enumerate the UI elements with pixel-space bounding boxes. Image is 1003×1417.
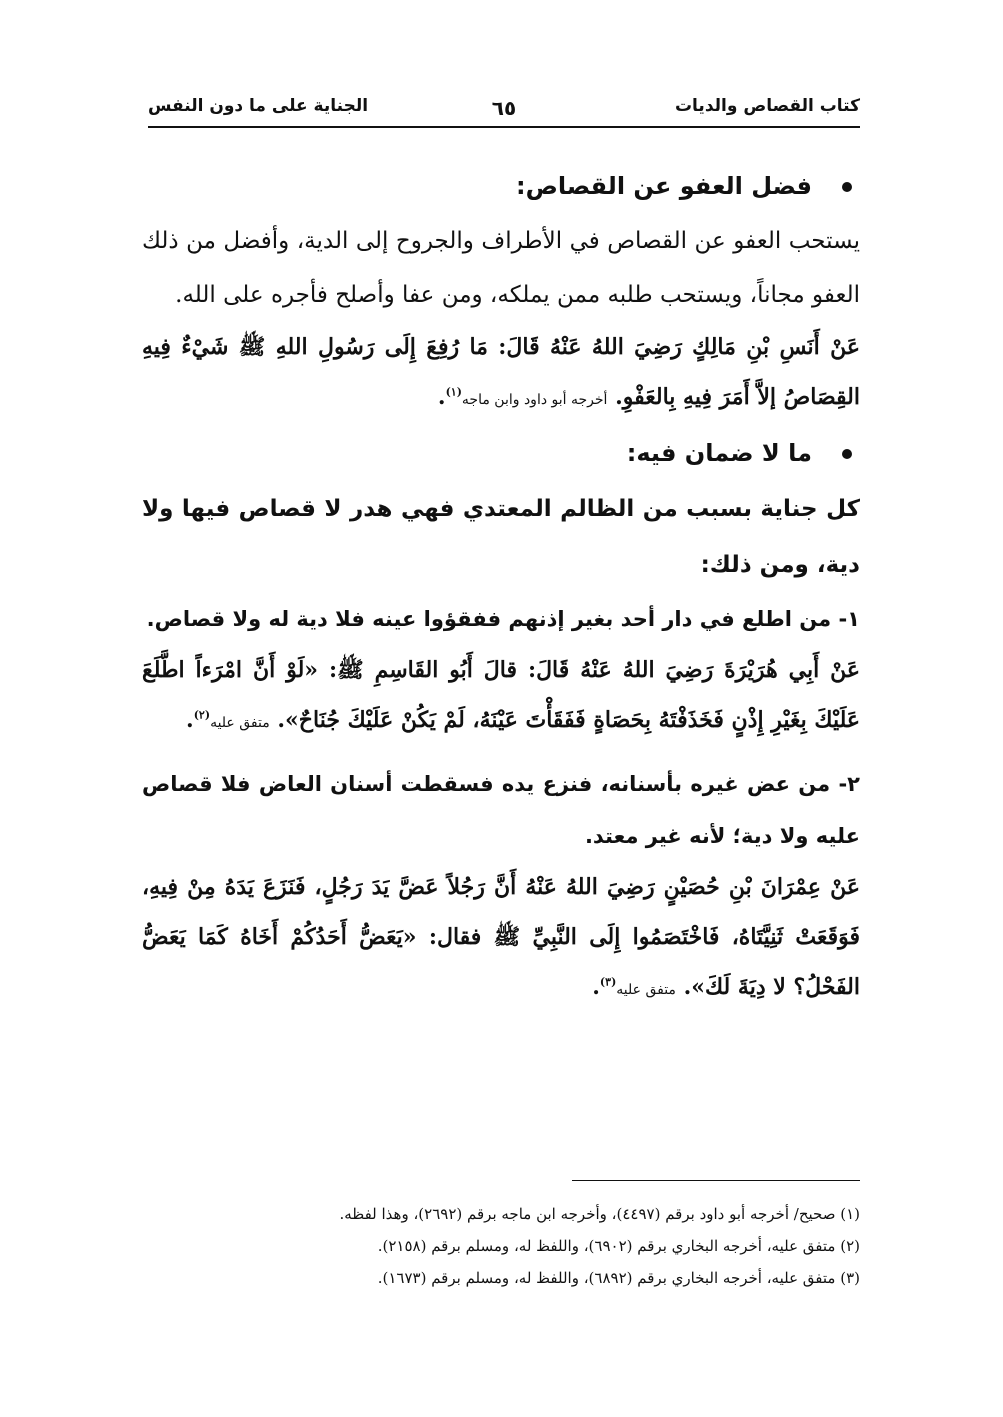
book-title: كتاب القصاص والديات	[674, 96, 860, 116]
sentence-end: .	[186, 707, 194, 733]
list-item-2	[142, 758, 860, 862]
list-item-number: ١-	[838, 607, 860, 631]
footnote-1: (١) صحيح/ أخرجه أبو داود برقم (٤٤٩٧)، وأخرجه ابن ماجه برقم (٢٦٩٢)، وهذا لفظه.	[339, 1205, 860, 1223]
sentence-end: .	[437, 384, 446, 410]
hadith-source: متفق عليه	[616, 982, 676, 998]
footnote-ref: (٣)	[599, 975, 617, 989]
footnotes	[142, 1198, 860, 1294]
hadith-source: أخرجه أبو داود وابن ماجه	[461, 392, 608, 408]
hadith-text: عَنْ عِمْرَانَ بْنِ حُصَيْنٍ رَضِيَ اللهُ عَنْهُ أَنَّ رَجُلاً عَضَّ يَدَ رَجُلٍ، فَنَزَعَ يَدَهُ مِنْ فِيهِ، فَوَقَعَتْ ثَنِيَّتَاهُ، فَاخْتَصَمُوا إِلَى النَّبِيِّ ﷺ فقال: «يَعَضُّ أَحَدُكُمْ أَخَاهُ كَمَا يَعَضُّ الفَحْلُ؟ لا دِيَةَ لَكَ».	[142, 874, 860, 1000]
header-rule	[148, 126, 860, 128]
list-item-1	[142, 593, 860, 645]
section-heading-no-liability	[142, 425, 860, 481]
hadith-abu-hurairah	[142, 645, 860, 748]
footnote-rule	[572, 1180, 860, 1181]
hadith-text: عَنْ أَنَسِ بْنِ مَالِكٍ رَضِيَ اللهُ عَنْهُ قَالَ: مَا رُفِعَ إِلَى رَسُولِ اللهِ ﷺ شَيْءٌ فِيهِ القِصَاصُ إلاَّ أَمَرَ فِيهِ بِالعَفْوِ.	[142, 334, 860, 410]
spacer	[142, 748, 860, 758]
main-content	[142, 158, 860, 1015]
list-item-text: من عض غيره بأسنانه، فنزع يده فسقطت أسنان العاض فلا قصاص عليه ولا دية؛ لأنه غير معتد.	[142, 772, 860, 848]
list-item-number: ٢-	[838, 772, 860, 796]
hadith-text: عَنْ أَبِي هُرَيْرَةَ رَضِيَ اللهُ عَنْهُ قَالَ: قالَ أَبُو القَاسِمِ ﷺ: «لَوْ أَنَّ امْرَءاً اطَّلَعَ عَلَيْكَ بِغَيْرِ إِذْنٍ فَخَذَفْتَهُ بِحَصَاةٍ فَفَقَأْتَ عَيْنَهُ، لَمْ يَكُنْ عَلَيْكَ جُنَاحٌ».	[142, 657, 860, 733]
hadith-imran	[142, 862, 860, 1015]
footnote-3: (٣) متفق عليه، أخرجه البخاري برقم (٦٨٩٢)، واللفظ له، ومسلم برقم (١٦٧٣).	[377, 1269, 860, 1287]
section-heading-pardon	[142, 158, 860, 214]
chapter-title: الجناية على ما دون النفس	[148, 96, 369, 116]
paragraph-pardon: يستحب العفو عن القصاص في الأطراف والجروح إلى الدية، وأفضل من ذلك العفو مجاناً، ويستحب طلبه ممن يملكه، ومن عفا وأصلح فأجره على الله.	[142, 228, 860, 308]
page-number: ٦٥	[491, 96, 517, 120]
bullet-icon	[842, 449, 852, 459]
footnote-ref: (٢)	[193, 708, 211, 722]
bullet-icon	[842, 182, 852, 192]
footnote-ref: (١)	[445, 385, 462, 399]
paragraph-no-liability: كل جناية بسبب من الظالم المعتدي فهي هدر لا قصاص فيها ولا دية، ومن ذلك:	[142, 496, 860, 578]
hadith-anas	[142, 322, 860, 425]
section-heading-text: ما لا ضمان فيه:	[626, 439, 812, 467]
list-item-text: من اطلع في دار أحد بغير إذنهم ففقؤوا عينه فلا دية له ولا قصاص.	[146, 607, 832, 631]
running-header	[148, 96, 860, 126]
hadith-source: متفق عليه	[210, 715, 270, 731]
sentence-end: .	[592, 974, 600, 1000]
section-heading-text: فضل العفو عن القصاص:	[515, 172, 812, 200]
footnote-2: (٢) متفق عليه، أخرجه البخاري برقم (٦٩٠٢)، واللفظ له، ومسلم برقم (٢١٥٨).	[377, 1237, 860, 1255]
